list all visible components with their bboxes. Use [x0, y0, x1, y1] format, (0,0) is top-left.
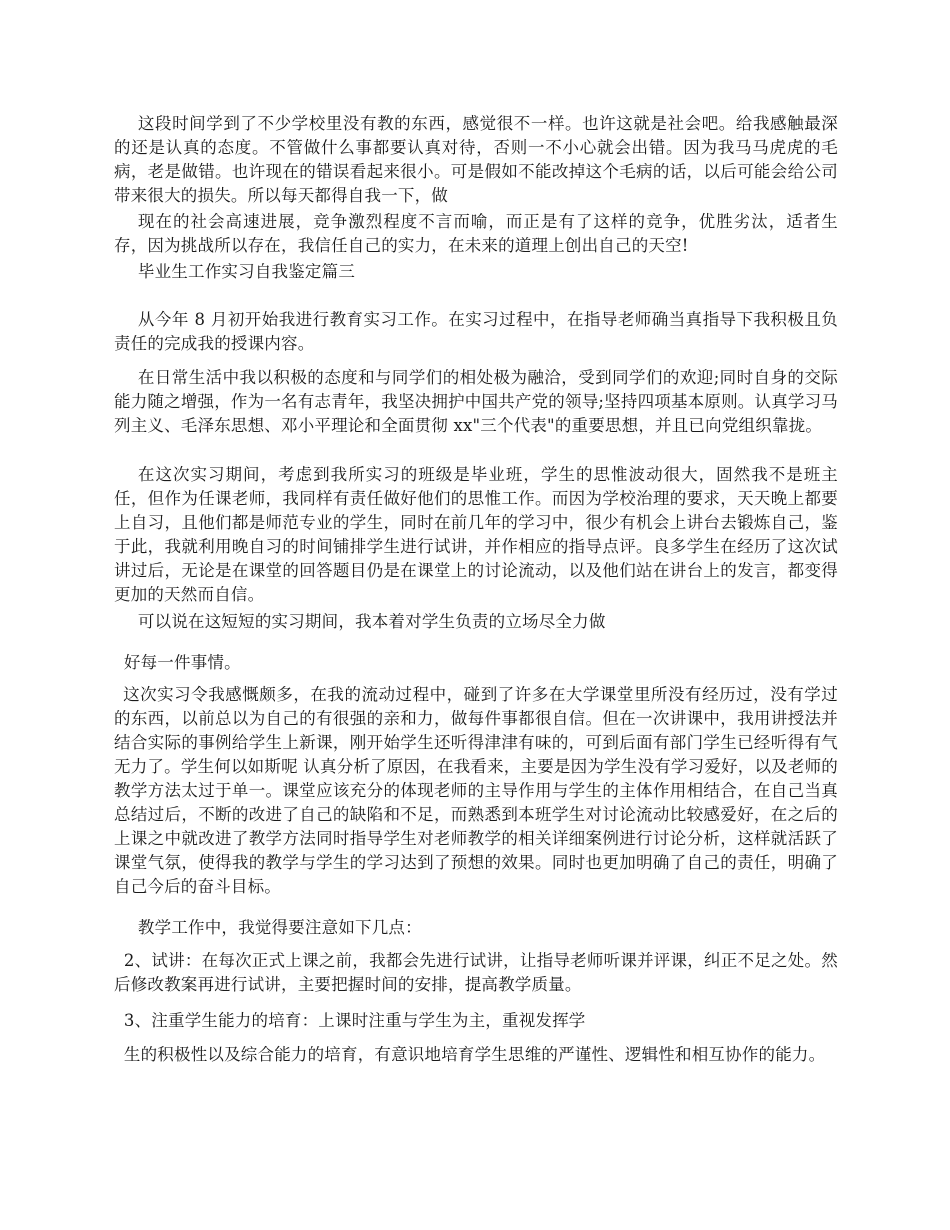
paragraph-11: 3、注重学生能力的培育：上课时注重与学生为主，重视发挥学: [123, 1011, 586, 1030]
section-heading: 毕业生工作实习自我鉴定篇三: [137, 262, 356, 281]
paragraph-6: 可以说在这短短的实习期间，我本着对学生负责的立场尽全力做: [137, 612, 606, 631]
paragraph-12: 生的积极性以及综合能力的培育，有意识地培育学生思维的严谨性、逻辑性和相互协作的能力。: [123, 1045, 826, 1064]
paragraph-3: 从今年 8 月初开始我进行教育实习工作。在实习过程中，在指导老师确当真指导下我积极且负责任的完成我的授课内容。: [114, 310, 838, 353]
paragraph-10: 2、试讲：在每次正式上课之前，我都会先进行试讲，让指导老师听课并评课，纠正不足之处。然后修改教案再进行试讲，主要把握时间的安排，提高教学质量。: [114, 951, 838, 994]
paragraph-8: 这次实习令我感慨颇多，在我的流动过程中，碰到了许多在大学课堂里所没有经历过，没有学过的东西，以前总以为自己的有很强的亲和力，做每件事都很自信。但在一次讲课中，我用讲授法并结合实际的事例给学生上新课，刚开始学生还听得津津有味的，可到后面有部门学生已经听得有气无力了。学生何以如斯呢 认真分析了原因，在我看来，主要是因为学生没有学习爱好，以及老师的教学方法太过于单一。课堂应该充分的体现老师的主导作用与学生的主体作用相结合，在自己当真总结过后，不断的改进了自己的缺陷和不足，而熟悉到本班学生对讨论流动比较感爱好，在之后的上课之中就改进了教学方法同时指导学生对老师教学的相关详细案例进行讨论分析，这样就活跃了课堂气氛，使得我的教学与学生的学习达到了预想的效果。同时也更加明确了自己的责任，明确了自己今后的奋斗目标。: [114, 685, 838, 896]
paragraph-9: 教学工作中，我觉得要注意如下几点：: [137, 918, 422, 937]
paragraph-1: 这段时间学到了不少学校里没有教的东西，感觉很不一样。也许这就是社会吧。给我感触最深的还是认真的态度。不管做什么事都要认真对待，否则一不小心就会出错。因为我马马虎虎的毛病，老是做错。也许现在的错误看起来很小。可是假如不能改掉这个毛病的话，以后可能会给公司带来很大的损失。所以每天都得自我一下，做: [114, 114, 838, 205]
paragraph-4: 在日常生活中我以积极的态度和与同学们的相处极为融洽，受到同学们的欢迎;同时自身的交际能力随之增强，作为一名有志青年，我坚决拥护中国共产党的领导;坚持四项基本原则。认真学习马列主义、毛泽东思想、邓小平理论和全面贯彻 xx"三个代表"的重要思想，并且已向党组织靠拢。: [114, 368, 838, 435]
paragraph-5: 在这次实习期间，考虑到我所实习的班级是毕业班，学生的思惟波动很大，固然我不是班主任，但作为任课老师，我同样有责任做好他们的思惟工作。而因为学校治理的要求，天天晚上都要上自习，且他们都是师范专业的学生，同时在前几年的学习中，很少有机会上讲台去锻炼自己，鉴于此，我就利用晚自习的时间铺排学生进行试讲，并作相应的指导点评。良多学生在经历了这次试讲过后，无论是在课堂的回答题目仍是在课堂上的讨论流动，以及他们站在讲台上的发言，都变得更加的天然而自信。: [114, 465, 838, 604]
paragraph-7: 好每一件事情。: [123, 653, 241, 672]
paragraph-2: 现在的社会高速进展，竞争激烈程度不言而喻，而正是有了这样的竞争，优胜劣汰，适者生存，因为挑战所以存在，我信任自己的实力，在未来的道理上创出自己的天空!: [114, 212, 838, 255]
